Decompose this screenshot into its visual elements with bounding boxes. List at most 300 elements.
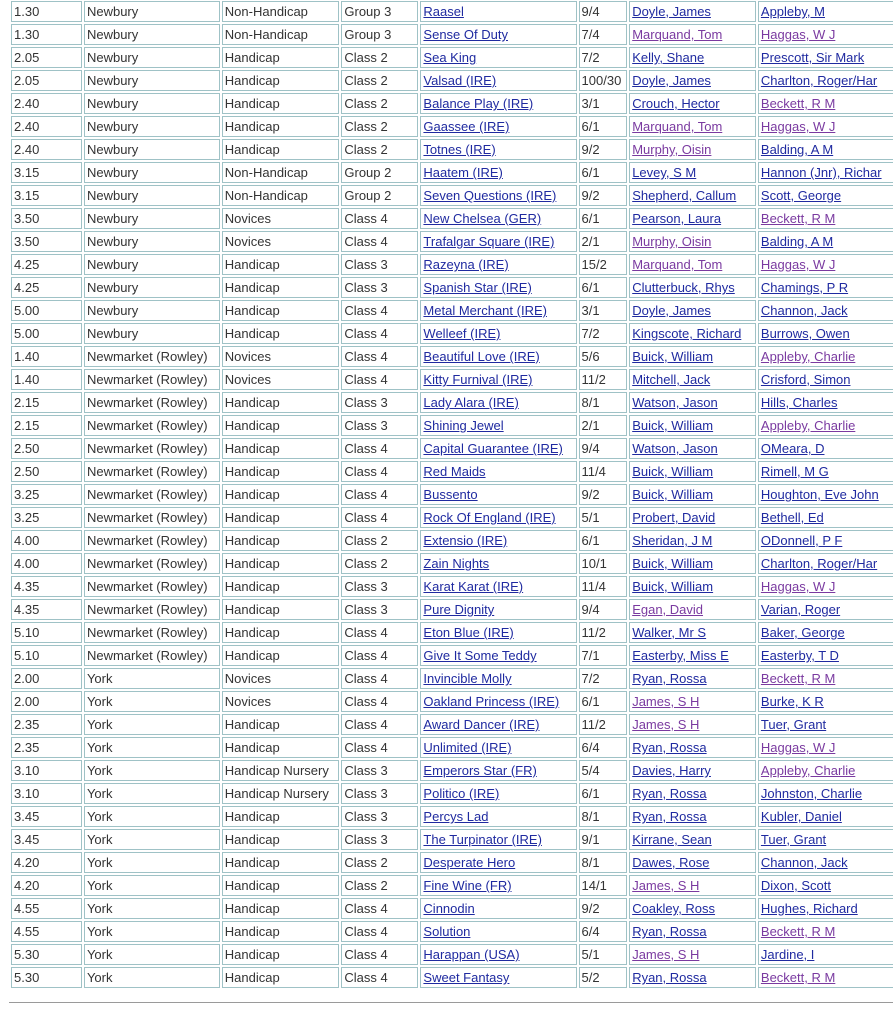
trainer-link[interactable]: Channon, Jack <box>760 303 848 318</box>
jockey-cell <box>629 461 756 482</box>
race-time-cell: 5.00 <box>11 300 82 321</box>
race-class-cell: Class 3 <box>341 392 418 413</box>
jockey-cell <box>629 783 756 804</box>
trainer-link[interactable]: Burke, K R <box>760 694 824 709</box>
jockey-link[interactable]: Buick, William <box>632 579 714 594</box>
jockey-cell <box>629 691 756 712</box>
jockey-link[interactable]: Buick, William <box>632 556 714 571</box>
odds-cell: 7/1 <box>579 645 628 666</box>
race-type-cell: Novices <box>222 369 340 390</box>
course-cell: Newmarket (Rowley) <box>84 369 220 390</box>
table-row <box>11 852 893 873</box>
horse-link[interactable]: Bussento <box>423 487 478 502</box>
jockey-link[interactable]: Egan, David <box>632 602 704 617</box>
race-type-cell: Handicap <box>222 852 340 873</box>
race-time-cell: 2.50 <box>11 438 82 459</box>
jockey-link[interactable]: Doyle, James <box>632 4 711 19</box>
race-time-cell: 1.40 <box>11 369 82 390</box>
trainer-link[interactable]: Johnston, Charlie <box>760 786 863 801</box>
race-type-cell: Handicap <box>222 622 340 643</box>
race-class-cell: Class 3 <box>341 783 418 804</box>
horse-link[interactable]: Award Dancer (IRE) <box>423 717 540 732</box>
race-class-cell: Class 4 <box>341 737 418 758</box>
horse-link[interactable]: New Chelsea (GER) <box>423 211 542 226</box>
horse-cell <box>420 93 576 114</box>
course-cell: York <box>84 760 220 781</box>
jockey-cell <box>629 208 756 229</box>
race-time-cell: 4.20 <box>11 852 82 873</box>
trainer-link[interactable]: Beckett, R M <box>760 96 836 111</box>
odds-cell: 11/4 <box>579 576 628 597</box>
race-time-cell: 1.40 <box>11 346 82 367</box>
horse-link[interactable]: Sweet Fantasy <box>423 970 510 985</box>
jockey-link[interactable]: Easterby, Miss E <box>632 648 729 663</box>
jockey-cell <box>629 806 756 827</box>
jockey-link[interactable]: Shepherd, Callum <box>632 188 737 203</box>
horse-link[interactable]: Gaassee (IRE) <box>423 119 510 134</box>
jockey-link[interactable]: Ryan, Rossa <box>632 740 707 755</box>
jockey-cell <box>629 300 756 321</box>
race-class-cell: Group 2 <box>341 162 418 183</box>
course-cell: York <box>84 829 220 850</box>
course-cell: Newmarket (Rowley) <box>84 484 220 505</box>
race-time-cell: 4.35 <box>11 599 82 620</box>
trainer-link[interactable]: Balding, A M <box>760 234 834 249</box>
race-type-cell: Handicap <box>222 93 340 114</box>
trainer-cell <box>758 438 893 459</box>
horse-link[interactable]: Kitty Furnival (IRE) <box>423 372 533 387</box>
race-time-cell: 1.30 <box>11 24 82 45</box>
table-row <box>11 967 893 988</box>
race-type-cell: Handicap <box>222 829 340 850</box>
jockey-link[interactable]: Ryan, Rossa <box>632 671 707 686</box>
race-class-cell: Class 2 <box>341 875 418 896</box>
race-time-cell: 3.50 <box>11 231 82 252</box>
race-time-cell: 2.00 <box>11 691 82 712</box>
horse-link[interactable]: Pure Dignity <box>423 602 495 617</box>
race-type-cell: Handicap <box>222 806 340 827</box>
race-time-cell: 2.15 <box>11 415 82 436</box>
trainer-link[interactable]: Haggas, W J <box>760 740 836 755</box>
trainer-cell <box>758 162 893 183</box>
race-class-cell: Group 3 <box>341 1 418 22</box>
trainer-link[interactable]: Charlton, Roger/Har <box>760 556 878 571</box>
horse-link[interactable]: Extensio (IRE) <box>423 533 508 548</box>
horse-link[interactable]: Give It Some Teddy <box>423 648 537 663</box>
odds-cell: 6/1 <box>579 277 628 298</box>
jockey-cell <box>629 599 756 620</box>
horse-cell <box>420 714 576 735</box>
race-class-cell: Class 2 <box>341 93 418 114</box>
course-cell: Newbury <box>84 162 220 183</box>
trainer-link[interactable]: Kubler, Daniel <box>760 809 842 824</box>
jockey-link[interactable]: Buick, William <box>632 487 714 502</box>
horse-cell <box>420 944 576 965</box>
course-cell: Newmarket (Rowley) <box>84 599 220 620</box>
horse-cell <box>420 70 576 91</box>
trainer-link[interactable]: Tuer, Grant <box>760 717 827 732</box>
race-class-cell: Class 4 <box>341 714 418 735</box>
race-class-cell: Class 4 <box>341 668 418 689</box>
course-cell: Newmarket (Rowley) <box>84 346 220 367</box>
trainer-link[interactable]: ODonnell, P F <box>760 533 843 548</box>
horse-link[interactable]: Fine Wine (FR) <box>423 878 512 893</box>
jockey-link[interactable]: Mitchell, Jack <box>632 372 711 387</box>
horse-link[interactable]: Sense Of Duty <box>423 27 508 42</box>
odds-cell: 15/2 <box>579 254 628 275</box>
race-type-cell: Handicap <box>222 921 340 942</box>
table-row <box>11 208 893 229</box>
race-time-cell: 4.55 <box>11 921 82 942</box>
jockey-cell <box>629 139 756 160</box>
trainer-link[interactable]: Jardine, I <box>760 947 815 962</box>
jockey-link[interactable]: Doyle, James <box>632 303 711 318</box>
race-type-cell: Handicap <box>222 530 340 551</box>
jockey-cell <box>629 645 756 666</box>
jockey-link[interactable]: Davies, Harry <box>632 763 711 778</box>
course-cell: Newbury <box>84 47 220 68</box>
jockey-link[interactable]: Murphy, Oisin <box>632 234 712 249</box>
trainer-link[interactable]: Hills, Charles <box>760 395 838 410</box>
horse-link[interactable]: The Turpinator (IRE) <box>423 832 542 847</box>
jockey-link[interactable]: James, S H <box>632 947 700 962</box>
horse-link[interactable]: Sea King <box>423 50 477 65</box>
trainer-link[interactable]: Tuer, Grant <box>760 832 827 847</box>
course-cell: York <box>84 806 220 827</box>
horse-link[interactable]: Desperate Hero <box>423 855 516 870</box>
race-class-cell: Class 3 <box>341 599 418 620</box>
horse-cell <box>420 346 576 367</box>
race-type-cell: Handicap <box>222 645 340 666</box>
trainer-link[interactable]: Beckett, R M <box>760 211 836 226</box>
trainer-link[interactable]: Haggas, W J <box>760 27 836 42</box>
table-row <box>11 392 893 413</box>
jockey-link[interactable]: Crouch, Hector <box>632 96 720 111</box>
horse-cell <box>420 760 576 781</box>
trainer-link[interactable]: Houghton, Eve John <box>760 487 879 502</box>
trainer-cell <box>758 967 893 988</box>
race-type-cell: Non-Handicap <box>222 24 340 45</box>
horse-link[interactable]: Emperors Star (FR) <box>423 763 537 778</box>
race-class-cell: Class 2 <box>341 116 418 137</box>
race-class-cell: Class 4 <box>341 944 418 965</box>
race-time-cell: 4.25 <box>11 277 82 298</box>
jockey-link[interactable]: Buick, William <box>632 349 714 364</box>
horse-link[interactable]: Lady Alara (IRE) <box>423 395 519 410</box>
jockey-link[interactable]: Kirrane, Sean <box>632 832 712 847</box>
table-row <box>11 806 893 827</box>
horse-link[interactable]: Eton Blue (IRE) <box>423 625 514 640</box>
jockey-link[interactable]: Marquand, Tom <box>632 119 723 134</box>
race-type-cell: Handicap <box>222 967 340 988</box>
horse-link[interactable]: Zain Nights <box>423 556 490 571</box>
odds-cell: 6/1 <box>579 116 628 137</box>
jockey-cell <box>629 47 756 68</box>
horse-cell <box>420 967 576 988</box>
odds-cell: 11/2 <box>579 622 628 643</box>
race-type-cell: Non-Handicap <box>222 162 340 183</box>
race-time-cell: 4.25 <box>11 254 82 275</box>
jockey-cell <box>629 875 756 896</box>
jockey-link[interactable]: Sheridan, J M <box>632 533 713 548</box>
course-cell: Newmarket (Rowley) <box>84 530 220 551</box>
table-row <box>11 323 893 344</box>
trainer-link[interactable]: Burrows, Owen <box>760 326 850 341</box>
horse-link[interactable]: Solution <box>423 924 471 939</box>
trainer-link[interactable]: Bethell, Ed <box>760 510 824 525</box>
horse-cell <box>420 829 576 850</box>
jockey-cell <box>629 438 756 459</box>
course-cell: York <box>84 898 220 919</box>
trainer-link[interactable]: Beckett, R M <box>760 671 836 686</box>
jockey-link[interactable]: Pearson, Laura <box>632 211 722 226</box>
trainer-cell <box>758 599 893 620</box>
race-time-cell: 3.10 <box>11 760 82 781</box>
race-type-cell: Handicap <box>222 553 340 574</box>
odds-cell: 2/1 <box>579 231 628 252</box>
jockey-cell <box>629 116 756 137</box>
jockey-link[interactable]: James, S H <box>632 717 700 732</box>
trainer-cell <box>758 760 893 781</box>
odds-cell: 9/4 <box>579 438 628 459</box>
course-cell: Newmarket (Rowley) <box>84 415 220 436</box>
jockey-link[interactable]: James, S H <box>632 878 700 893</box>
race-type-cell: Handicap <box>222 139 340 160</box>
trainer-cell <box>758 415 893 436</box>
jockey-link[interactable]: Clutterbuck, Rhys <box>632 280 735 295</box>
jockey-link[interactable]: Dawes, Rose <box>632 855 710 870</box>
race-time-cell: 4.55 <box>11 898 82 919</box>
trainer-cell <box>758 392 893 413</box>
trainer-cell <box>758 461 893 482</box>
trainer-link[interactable]: Prescott, Sir Mark <box>760 50 865 65</box>
jockey-link[interactable]: Murphy, Oisin <box>632 142 712 157</box>
race-type-cell: Handicap <box>222 484 340 505</box>
race-class-cell: Class 2 <box>341 139 418 160</box>
trainer-cell <box>758 553 893 574</box>
table-row <box>11 760 893 781</box>
jockey-cell <box>629 530 756 551</box>
race-time-cell: 2.05 <box>11 47 82 68</box>
trainer-cell <box>758 346 893 367</box>
horse-link[interactable]: Percys Lad <box>423 809 489 824</box>
horse-cell <box>420 668 576 689</box>
jockey-link[interactable]: Ryan, Rossa <box>632 924 707 939</box>
jockey-link[interactable]: Marquand, Tom <box>632 257 723 272</box>
odds-cell: 6/1 <box>579 162 628 183</box>
trainer-cell <box>758 668 893 689</box>
trainer-cell <box>758 944 893 965</box>
table-row <box>11 346 893 367</box>
trainer-link[interactable]: Rimell, M G <box>760 464 829 479</box>
trainer-cell <box>758 116 893 137</box>
horse-link[interactable]: Unlimited (IRE) <box>423 740 512 755</box>
jockey-link[interactable]: Probert, David <box>632 510 716 525</box>
trainer-link[interactable]: Appleby, Charlie <box>760 418 856 433</box>
trainer-link[interactable]: Easterby, T D <box>760 648 839 663</box>
table-row <box>11 875 893 896</box>
jockey-link[interactable]: Ryan, Rossa <box>632 809 707 824</box>
horse-link[interactable]: Shining Jewel <box>423 418 504 433</box>
trainer-link[interactable]: Channon, Jack <box>760 855 848 870</box>
horse-link[interactable]: Cinnodin <box>423 901 475 916</box>
trainer-cell <box>758 875 893 896</box>
trainer-link[interactable]: Appleby, Charlie <box>760 763 856 778</box>
race-type-cell: Handicap <box>222 116 340 137</box>
horse-link[interactable]: Haatem (IRE) <box>423 165 503 180</box>
jockey-link[interactable]: James, S H <box>632 694 700 709</box>
trainer-link[interactable]: Beckett, R M <box>760 970 836 985</box>
race-type-cell: Handicap <box>222 576 340 597</box>
jockey-cell <box>629 369 756 390</box>
course-cell: Newmarket (Rowley) <box>84 553 220 574</box>
trainer-cell <box>758 737 893 758</box>
trainer-cell <box>758 645 893 666</box>
horse-link[interactable]: Totnes (IRE) <box>423 142 496 157</box>
odds-cell: 7/2 <box>579 47 628 68</box>
race-class-cell: Group 2 <box>341 185 418 206</box>
odds-cell: 14/1 <box>579 875 628 896</box>
odds-cell: 11/2 <box>579 714 628 735</box>
horse-link[interactable]: Rock Of England (IRE) <box>423 510 556 525</box>
race-time-cell: 2.05 <box>11 70 82 91</box>
race-time-cell: 1.30 <box>11 1 82 22</box>
trainer-link[interactable]: Hughes, Richard <box>760 901 858 916</box>
odds-cell: 8/1 <box>579 806 628 827</box>
odds-cell: 9/2 <box>579 484 628 505</box>
race-type-cell: Handicap <box>222 254 340 275</box>
jockey-link[interactable]: Doyle, James <box>632 73 711 88</box>
trainer-link[interactable]: Hannon (Jnr), Richar <box>760 165 882 180</box>
race-class-cell: Class 3 <box>341 415 418 436</box>
race-type-cell: Non-Handicap <box>222 1 340 22</box>
table-row <box>11 231 893 252</box>
jockey-link[interactable]: Watson, Jason <box>632 395 718 410</box>
horse-link[interactable]: Capital Guarantee (IRE) <box>423 441 563 456</box>
course-cell: York <box>84 714 220 735</box>
race-type-cell: Handicap <box>222 392 340 413</box>
race-type-cell: Handicap <box>222 714 340 735</box>
horse-link[interactable]: Invincible Molly <box>423 671 512 686</box>
odds-cell: 3/1 <box>579 300 628 321</box>
trainer-link[interactable]: Charlton, Roger/Har <box>760 73 878 88</box>
horse-link[interactable]: Politico (IRE) <box>423 786 500 801</box>
horse-cell <box>420 438 576 459</box>
jockey-link[interactable]: Ryan, Rossa <box>632 786 707 801</box>
race-type-cell: Handicap <box>222 461 340 482</box>
trainer-link[interactable]: Haggas, W J <box>760 119 836 134</box>
horse-link[interactable]: Harappan (USA) <box>423 947 520 962</box>
course-cell: Newmarket (Rowley) <box>84 576 220 597</box>
trainer-link[interactable]: Chamings, P R <box>760 280 849 295</box>
trainer-link[interactable]: Dixon, Scott <box>760 878 831 893</box>
trainer-link[interactable]: Beckett, R M <box>760 924 836 939</box>
course-cell: York <box>84 691 220 712</box>
jockey-link[interactable]: Ryan, Rossa <box>632 970 707 985</box>
jockey-cell <box>629 668 756 689</box>
trainer-link[interactable]: Haggas, W J <box>760 257 836 272</box>
horse-link[interactable]: Karat Karat (IRE) <box>423 579 524 594</box>
race-time-cell: 2.40 <box>11 139 82 160</box>
race-time-cell: 4.00 <box>11 553 82 574</box>
trainer-link[interactable]: Appleby, Charlie <box>760 349 856 364</box>
race-time-cell: 2.40 <box>11 93 82 114</box>
horse-link[interactable]: Red Maids <box>423 464 486 479</box>
horse-cell <box>420 806 576 827</box>
odds-cell: 9/2 <box>579 139 628 160</box>
horse-link[interactable]: Raasel <box>423 4 464 19</box>
race-time-cell: 2.50 <box>11 461 82 482</box>
odds-cell: 10/1 <box>579 553 628 574</box>
trainer-link[interactable]: Crisford, Simon <box>760 372 851 387</box>
trainer-link[interactable]: Balding, A M <box>760 142 834 157</box>
race-type-cell: Handicap <box>222 875 340 896</box>
jockey-link[interactable]: Kingscote, Richard <box>632 326 742 341</box>
jockey-link[interactable]: Levey, S M <box>632 165 697 180</box>
jockey-link[interactable]: Watson, Jason <box>632 441 718 456</box>
trainer-cell <box>758 369 893 390</box>
trainer-link[interactable]: Scott, George <box>760 188 842 203</box>
trainer-link[interactable]: Baker, George <box>760 625 845 640</box>
jockey-link[interactable]: Buick, William <box>632 418 714 433</box>
race-class-cell: Class 4 <box>341 461 418 482</box>
odds-cell: 9/2 <box>579 185 628 206</box>
race-type-cell: Handicap <box>222 323 340 344</box>
horse-link[interactable]: Oakland Princess (IRE) <box>423 694 560 709</box>
horse-link[interactable]: Metal Merchant (IRE) <box>423 303 547 318</box>
horse-link[interactable]: Spanish Star (IRE) <box>423 280 532 295</box>
trainer-link[interactable]: Varian, Roger <box>760 602 841 617</box>
horse-link[interactable]: Beautiful Love (IRE) <box>423 349 540 364</box>
jockey-link[interactable]: Buick, William <box>632 464 714 479</box>
jockey-link[interactable]: Coakley, Ross <box>632 901 716 916</box>
table-row <box>11 116 893 137</box>
horse-link[interactable]: Balance Play (IRE) <box>423 96 534 111</box>
course-cell: Newmarket (Rowley) <box>84 507 220 528</box>
horse-link[interactable]: Trafalgar Square (IRE) <box>423 234 555 249</box>
table-row <box>11 829 893 850</box>
trainer-cell <box>758 231 893 252</box>
horse-link[interactable]: Razeyna (IRE) <box>423 257 509 272</box>
jockey-link[interactable]: Marquand, Tom <box>632 27 723 42</box>
table-row <box>11 668 893 689</box>
trainer-link[interactable]: Appleby, M <box>760 4 825 19</box>
race-time-cell: 5.10 <box>11 622 82 643</box>
jockey-link[interactable]: Kelly, Shane <box>632 50 705 65</box>
trainer-cell <box>758 254 893 275</box>
table-row <box>11 185 893 206</box>
race-class-cell: Class 4 <box>341 691 418 712</box>
race-table-wrapper <box>9 0 893 990</box>
race-time-cell: 5.10 <box>11 645 82 666</box>
horse-link[interactable]: Valsad (IRE) <box>423 73 497 88</box>
course-cell: Newbury <box>84 300 220 321</box>
horse-cell <box>420 691 576 712</box>
race-class-cell: Class 4 <box>341 438 418 459</box>
trainer-link[interactable]: OMeara, D <box>760 441 825 456</box>
odds-cell: 100/30 <box>579 70 628 91</box>
horse-link[interactable]: Seven Questions (IRE) <box>423 188 557 203</box>
horse-cell <box>420 507 576 528</box>
horse-cell <box>420 622 576 643</box>
jockey-cell <box>629 553 756 574</box>
odds-cell: 8/1 <box>579 852 628 873</box>
trainer-link[interactable]: Haggas, W J <box>760 579 836 594</box>
jockey-link[interactable]: Walker, Mr S <box>632 625 707 640</box>
race-class-cell: Class 4 <box>341 967 418 988</box>
horse-link[interactable]: Welleef (IRE) <box>423 326 501 341</box>
race-time-cell: 5.00 <box>11 323 82 344</box>
